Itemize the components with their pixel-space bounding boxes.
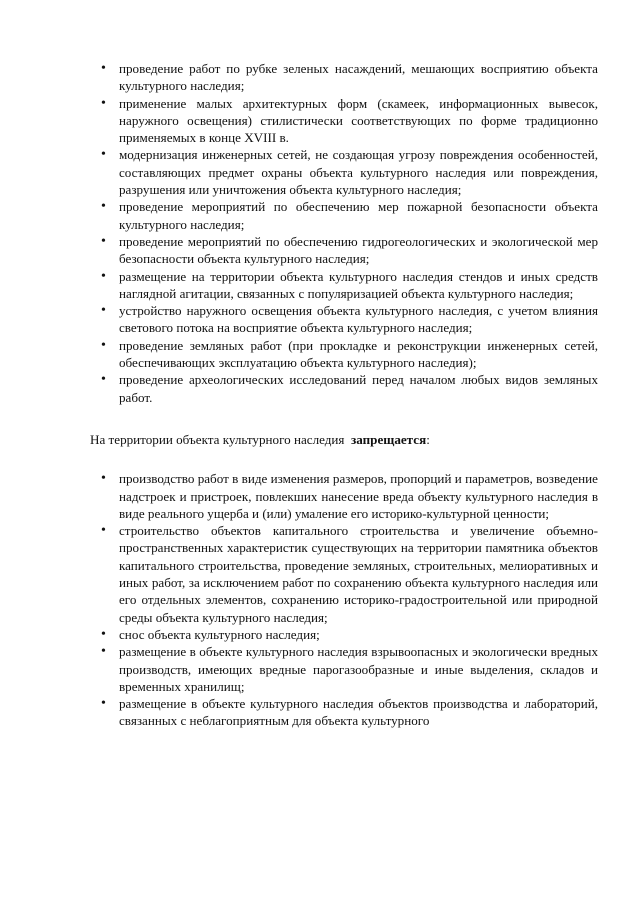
prohibited-works-list: [90, 470, 598, 729]
list-item: • размещение в объекте культурного наследия взрывоопасных и экологически вредных производств, имеющих вредные парогазообразные и иные выделения, складов и временных хранилищ;: [90, 643, 598, 695]
list-item: • снос объекта культурного наследия;: [90, 626, 598, 643]
list-item: • размещение в объекте культурного наследия объектов производства и лабораторий, связанных с неблагоприятным для объекта культурного: [90, 695, 598, 730]
list-item: • проведение археологических исследований перед началом любых видов земляных работ.: [90, 371, 598, 406]
list-item: • применение малых архитектурных форм (скамеек, информационных вывесок, наружного освещения) стилистически соответствующих по форме традиционно применяемых в конце XVIII в.: [90, 95, 598, 147]
list-item: • производство работ в виде изменения размеров, пропорций и параметров, возведение надстроек и пристроек, повлекших нанесение вреда объекту культурного наследия в виде реального ущерба и (или) умаление его историко-культурной ценности;: [90, 470, 598, 522]
permitted-works-list: [90, 60, 598, 406]
list-item: • модернизация инженерных сетей, не создающая угрозу повреждения особенностей, составляющих предмет охраны объекта культурного наследия или повреждения, разрушения или уничтожения объекта культурного наследия;: [90, 146, 598, 198]
list-item: • проведение мероприятий по обеспечению мер пожарной безопасности объекта культурного наследия;: [90, 198, 598, 233]
paragraph-lead: На территории объекта культурного наследия: [90, 431, 345, 447]
list-item: • устройство наружного освещения объекта культурного наследия, с учетом влияния светового потока на восприятие объекта культурного наследия;: [90, 302, 598, 337]
paragraph-colon: :: [426, 431, 430, 447]
list-item: • проведение мероприятий по обеспечению гидрогеологических и экологической мер безопасности объекта культурного наследия;: [90, 233, 598, 268]
prohibited-keyword: запрещается: [351, 431, 427, 447]
list-item: • проведение земляных работ (при прокладке и реконструкции инженерных сетей, обеспечивающих эксплуатацию объекта культурного наследия);: [90, 337, 598, 372]
prohibited-intro-paragraph: [90, 431, 598, 448]
list-item: • строительство объектов капитального строительства и увеличение объемно-пространственных характеристик существующих на территории памятника объектов капитального строительства, проведение земляных, строительных, мелиоративных и иных работ, за исключением работ по сохранению объекта культурного наследия или его отдельных элементов, сохранению историко-градостроительной или природной среды объекта культурного наследия;: [90, 522, 598, 626]
list-item: • проведение работ по рубке зеленых насаждений, мешающих восприятию объекта культурного наследия;: [90, 60, 598, 95]
list-item: • размещение на территории объекта культурного наследия стендов и иных средств наглядной агитации, связанных с популяризацией объекта культурного наследия;: [90, 268, 598, 303]
